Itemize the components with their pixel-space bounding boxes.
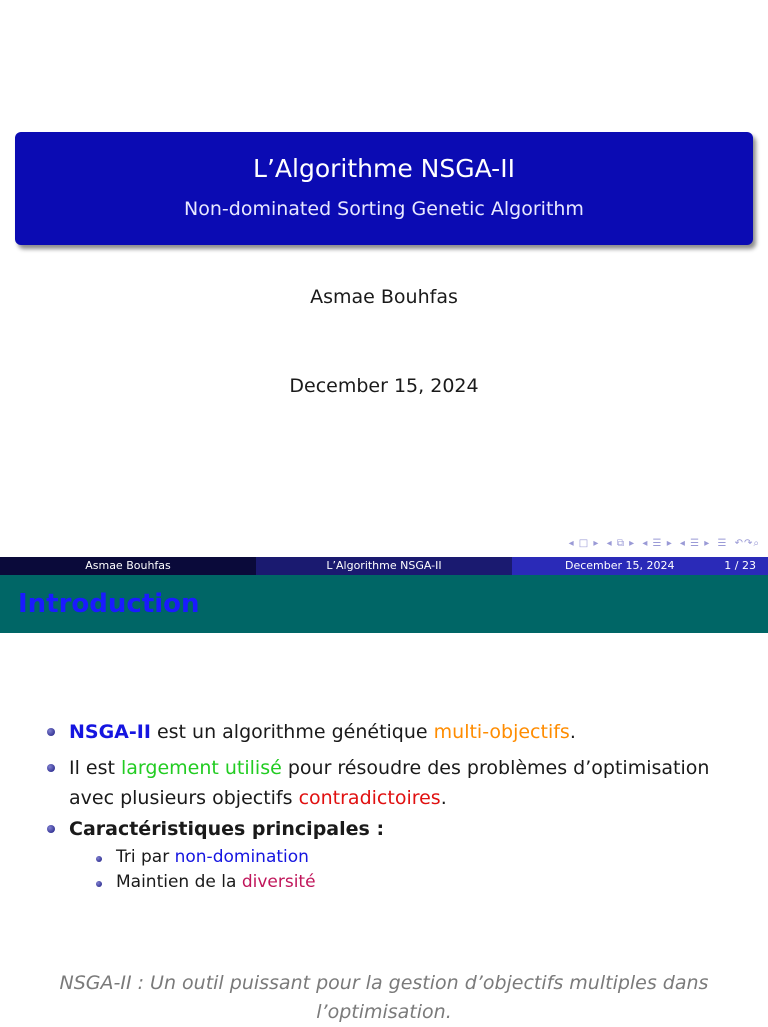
sub-bullet-icon xyxy=(96,881,102,887)
text: pour résoudre des problèmes d’optimisation xyxy=(281,757,710,779)
text: est un algorithme génétique xyxy=(150,721,434,743)
text: Maintien de la xyxy=(116,872,242,892)
nav-section-icon[interactable]: ◂ ☰ ▸ xyxy=(642,538,673,549)
list-item-2 xyxy=(69,753,709,813)
term-nsga: NSGA-II xyxy=(69,721,151,743)
nav-document-icon[interactable]: ◂ ☰ ▸ xyxy=(679,538,711,549)
presentation-date: December 15, 2024 xyxy=(289,375,479,397)
slide-title: L’Algorithme NSGA-II xyxy=(253,154,515,183)
term-contradictoires: contradictoires xyxy=(298,787,441,809)
list-item-1 xyxy=(69,717,576,747)
footline-title: L’Algorithme NSGA-II xyxy=(256,557,512,575)
nav-frame-icon[interactable]: ◂ □ ▸ xyxy=(568,538,600,549)
conclusion-line-2: l’optimisation. xyxy=(316,1001,452,1023)
introduction-slide xyxy=(0,575,768,1024)
text: . xyxy=(440,787,447,809)
footline-author: Asmae Bouhfas xyxy=(0,557,256,575)
bullet-icon xyxy=(47,825,55,833)
slide-subtitle: Non-dominated Sorting Genetic Algorithm xyxy=(184,198,584,220)
author-name: Asmae Bouhfas xyxy=(310,286,458,308)
footline-date: December 15, 2024 xyxy=(565,559,675,572)
text: Il est xyxy=(69,757,121,779)
sub-bullet-icon xyxy=(96,856,102,862)
beamer-navigation-controls[interactable] xyxy=(566,538,760,549)
list-item-3 xyxy=(69,814,384,844)
term-diversite: diversité xyxy=(241,872,316,892)
page-number: 1 / 23 xyxy=(724,559,756,572)
text: Caractéristiques principales : xyxy=(69,818,385,840)
nav-subsection-icon[interactable]: ◂ ⧉ ▸ xyxy=(606,538,636,549)
text: . xyxy=(569,721,576,743)
conclusion-line-1: NSGA-II : Un outil puissant pour la gestion d’objectifs multiples dans xyxy=(59,972,709,994)
frame-title-bar xyxy=(0,575,768,633)
footline-date-page xyxy=(512,557,768,575)
term-largement-utilise: largement utilisé xyxy=(121,757,282,779)
footline xyxy=(0,557,768,575)
bullet-icon xyxy=(47,764,55,772)
sub-item-1 xyxy=(116,845,309,869)
text: avec plusieurs objectifs xyxy=(69,787,299,809)
nav-toc-icon[interactable]: ☰ xyxy=(717,538,728,549)
nav-search-icon[interactable]: ↶↷⌕ xyxy=(734,538,760,549)
title-box xyxy=(15,132,753,245)
conclusion-text xyxy=(0,969,768,1027)
bullet-icon xyxy=(47,728,55,736)
frame-title: Introduction xyxy=(18,589,200,619)
term-multi-objectifs: multi-objectifs xyxy=(433,721,570,743)
sub-item-2 xyxy=(116,870,316,894)
text: Tri par xyxy=(116,847,175,867)
term-non-domination: non-domination xyxy=(174,847,309,867)
